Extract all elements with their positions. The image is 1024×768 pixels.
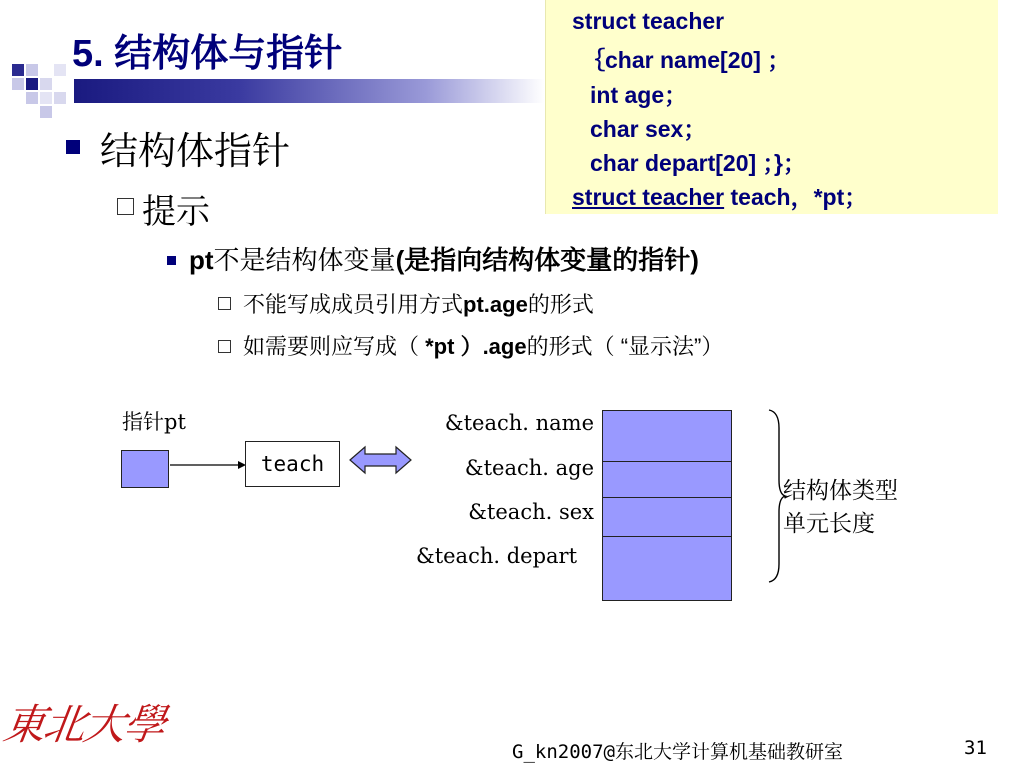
code-line-1: struct teacher xyxy=(572,8,725,34)
bullet-level3-paren: (是指向结构体变量的指针) xyxy=(395,245,699,275)
bullet-level3 xyxy=(189,240,699,277)
bullet-level4-a-post: 的形式 xyxy=(527,292,594,317)
bullet-level3-text: 不是结构体变量 xyxy=(213,245,396,275)
bullet-square-icon xyxy=(66,140,80,154)
code-box xyxy=(545,0,998,214)
code-struct-type: struct teacher xyxy=(572,184,725,210)
teach-box: teach xyxy=(245,441,340,487)
bullet-level4-a xyxy=(243,288,594,319)
pointer-label: 指针pt xyxy=(122,410,186,434)
bullet-level4-b-bold: *pt ）.age xyxy=(425,334,527,359)
pointer-arrow xyxy=(168,455,248,475)
page-number: 31 xyxy=(964,737,987,759)
pt-bold: pt xyxy=(189,245,214,275)
university-logo: 東北大學 xyxy=(0,700,168,749)
bullet-level4-a-bold: pt.age xyxy=(463,292,528,317)
code-line-2: ｛char name[20] ； xyxy=(582,47,791,73)
address-sex: &teach. sex xyxy=(468,500,594,524)
page-title: 5. 结构体与指针 xyxy=(72,33,343,75)
brace-label-1: 结构体类型 xyxy=(783,477,898,503)
bullet-level1: 结构体指针 xyxy=(100,131,291,173)
title-bar xyxy=(74,79,544,103)
brace-label-2: 单元长度 xyxy=(783,510,875,536)
bullet-level4-b xyxy=(243,330,723,361)
memory-cell-depart xyxy=(602,536,732,601)
hollow-square-icon xyxy=(218,340,231,353)
pointer-box xyxy=(121,450,169,488)
address-age: &teach. age xyxy=(464,456,594,480)
footer-credit: G_kn2007@东北大学计算机基础教研室 xyxy=(512,741,843,763)
hollow-square-icon xyxy=(218,297,231,310)
bullet-small-square-icon xyxy=(167,256,176,265)
bullet-level4-b-pre: 如需要则应写成（ xyxy=(243,334,426,359)
memory-cell-age xyxy=(602,461,732,498)
code-declaration: teach，*pt； xyxy=(724,184,868,210)
code-line-6 xyxy=(572,179,867,212)
bullet-level4-a-pre: 不能写成成员引用方式 xyxy=(243,292,464,317)
address-name: &teach. name xyxy=(444,411,594,435)
bullet-level2: 提示 xyxy=(142,193,210,231)
code-line-5: char depart[20] ；}； xyxy=(590,150,807,176)
address-depart: &teach. depart xyxy=(416,544,578,568)
memory-cell-sex xyxy=(602,497,732,537)
memory-cell-name xyxy=(602,410,732,462)
code-line-4: char sex； xyxy=(590,116,707,142)
bullet-level4-b-post: 的形式（ “显示法”） xyxy=(526,334,724,359)
code-line-3: int age； xyxy=(590,82,688,108)
double-arrow-icon xyxy=(348,444,414,476)
hollow-square-icon xyxy=(117,198,134,215)
